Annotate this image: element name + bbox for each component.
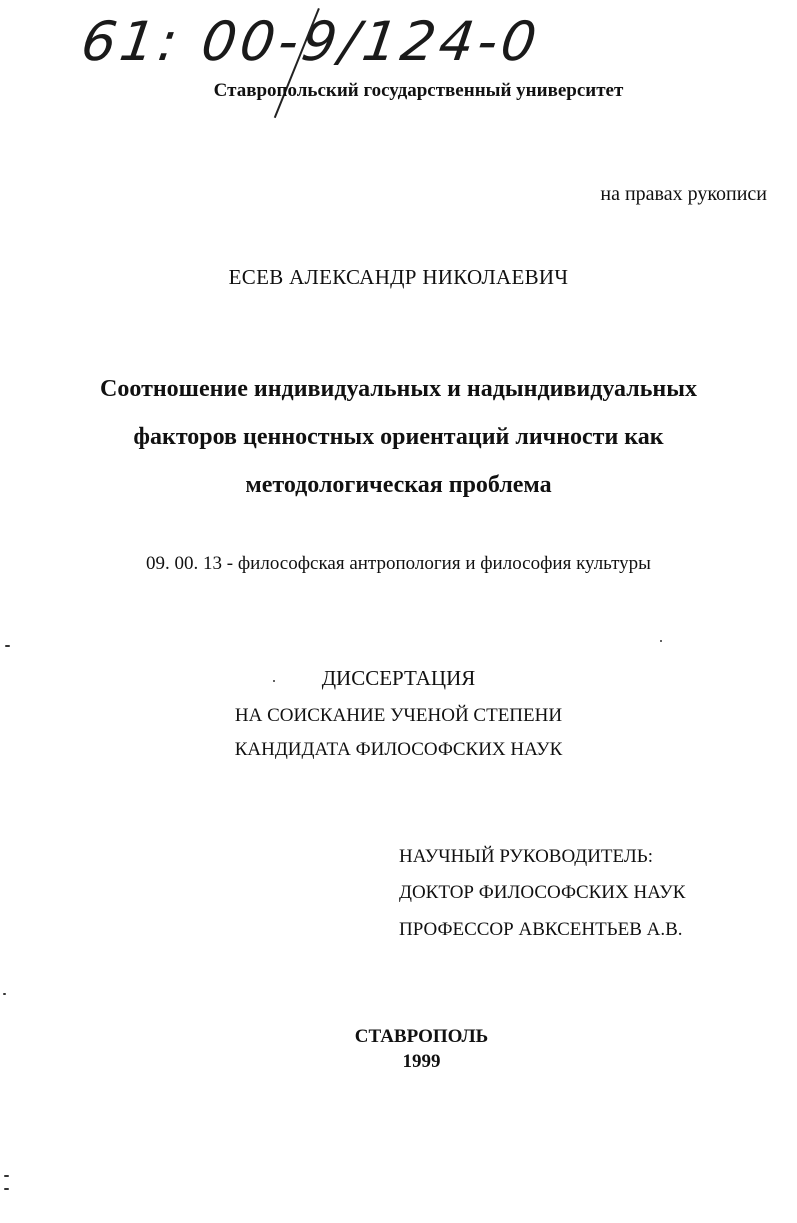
specialty-code: 09. 00. 13 - философская антропология и философия культуры [146,553,651,574]
scan-speck [4,1175,9,1177]
scan-speck [4,1188,9,1190]
handwritten-archive-code: 61: 00-9/124-0 [77,10,545,73]
city: СТАВРОПОЛЬ [354,1026,489,1047]
author-name: ЕСЕВ АЛЕКСАНДР НИКОЛАЕВИЧ [228,265,569,289]
scan-speck [273,680,275,682]
dissertation-title-line-1: Соотношение индивидуальных и надындивидуальных [100,376,697,402]
supervisor-name: ПРОФЕССОР АВКСЕНТЬЕВ А.В. [399,919,683,940]
scan-speck [3,993,6,995]
manuscript-note: на правах рукописи [600,183,767,205]
dissertation-heading: ДИССЕРТАЦИЯ [321,666,476,690]
dissertation-title-line-2: факторов ценностных ориентаций личности как [133,424,664,450]
scan-speck [660,640,662,642]
degree-line-2: КАНДИДАТА ФИЛОСОФСКИХ НАУК [234,739,563,760]
university-name: Ставропольский государственный университет [213,80,624,101]
dissertation-title-line-3: методологическая проблема [245,472,552,498]
supervisor-degree: ДОКТОР ФИЛОСОФСКИХ НАУК [399,882,686,903]
degree-line-1: НА СОИСКАНИЕ УЧЕНОЙ СТЕПЕНИ [234,705,563,726]
scan-speck [5,645,10,647]
supervisor-label: НАУЧНЫЙ РУКОВОДИТЕЛЬ: [399,846,653,867]
year: 1999 [402,1051,441,1072]
